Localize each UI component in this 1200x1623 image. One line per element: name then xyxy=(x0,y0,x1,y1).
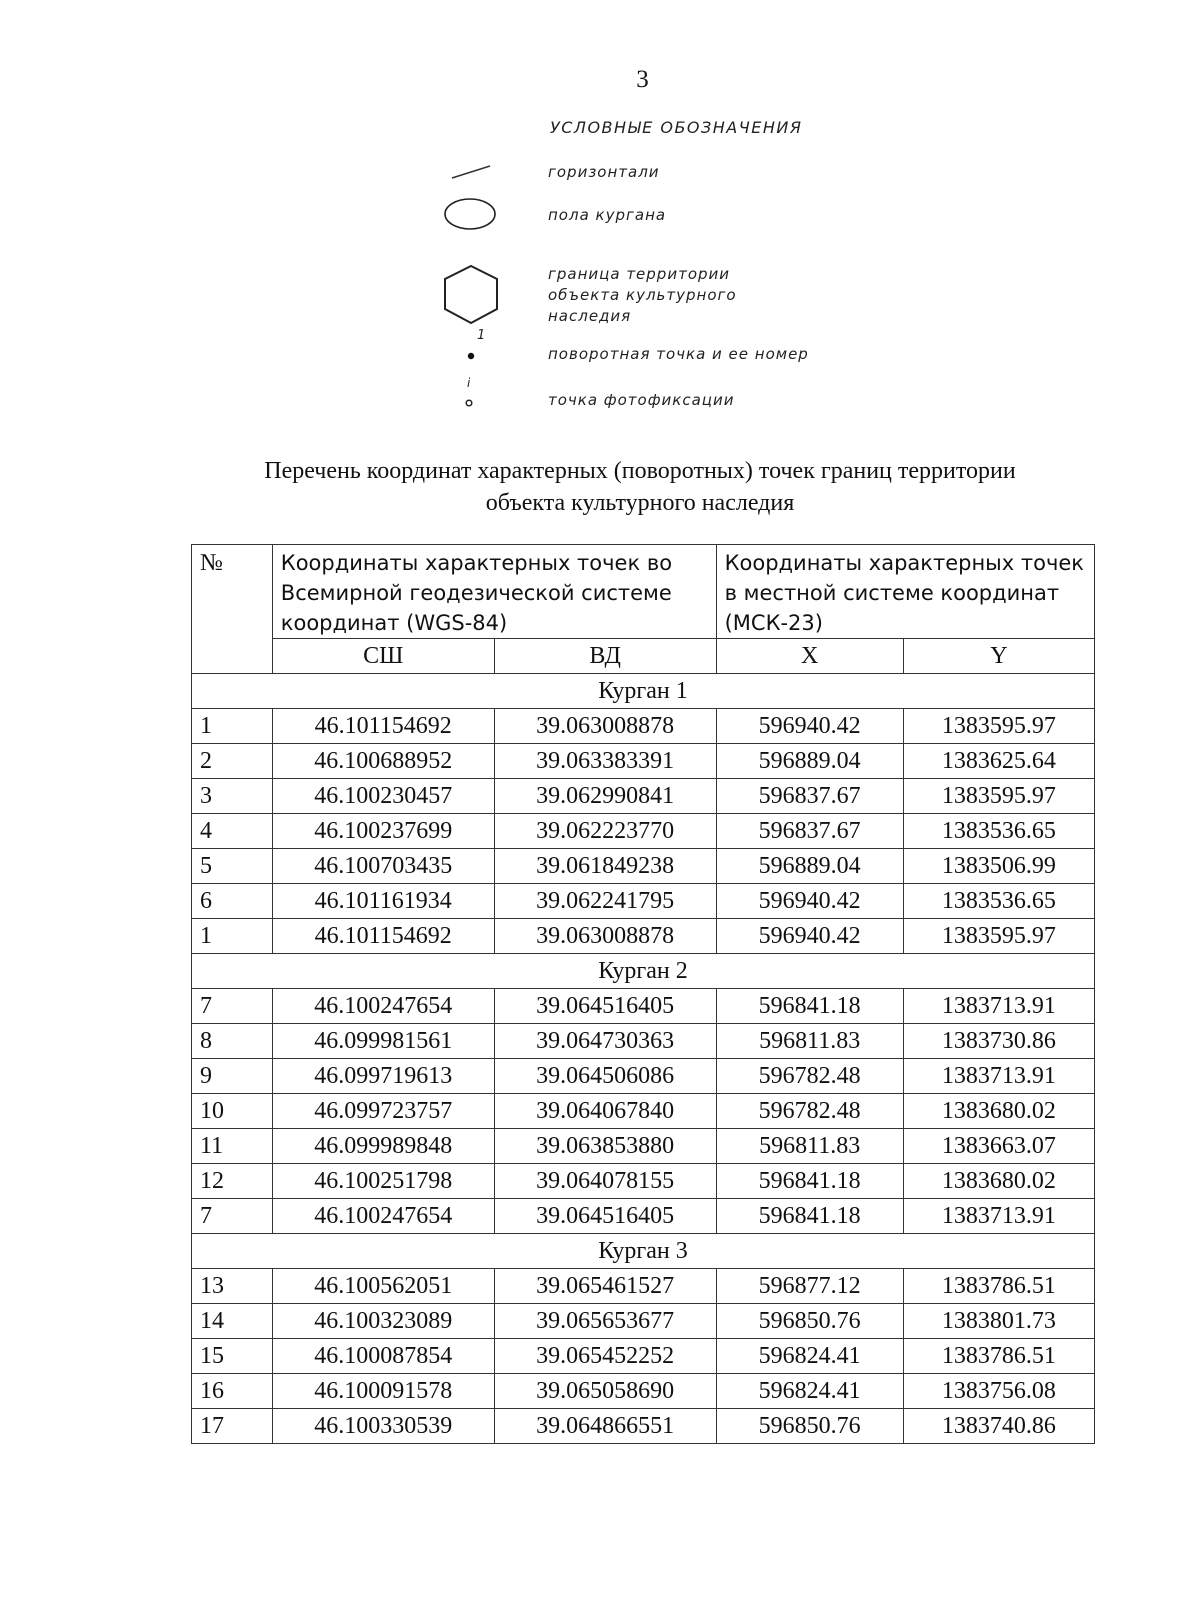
cell-number: 7 xyxy=(192,989,273,1024)
table-row xyxy=(192,919,1095,954)
cell-lat: 46.101154692 xyxy=(272,709,494,744)
cell-lon: 39.064516405 xyxy=(494,989,716,1024)
cell-lat: 46.100703435 xyxy=(272,849,494,884)
cell-x: 596811.83 xyxy=(716,1129,903,1164)
table-row xyxy=(192,1129,1095,1164)
cell-number: 7 xyxy=(192,1199,273,1234)
turning-point-icon xyxy=(440,330,500,362)
legend-label: горизонтали xyxy=(548,163,660,181)
cell-y: 1383536.65 xyxy=(903,814,1094,849)
header-x: X xyxy=(716,639,903,674)
cell-y: 1383801.73 xyxy=(903,1304,1094,1339)
cell-y: 1383730.86 xyxy=(903,1024,1094,1059)
legend-label: поворотная точка и ее номер xyxy=(548,345,809,363)
cell-x: 596837.67 xyxy=(716,779,903,814)
cell-lat: 46.100323089 xyxy=(272,1304,494,1339)
cell-lat: 46.100688952 xyxy=(272,744,494,779)
cell-x: 596877.12 xyxy=(716,1269,903,1304)
cell-x: 596824.41 xyxy=(716,1339,903,1374)
cell-x: 596940.42 xyxy=(716,709,903,744)
group-row xyxy=(192,954,1095,989)
table-row xyxy=(192,1094,1095,1129)
cell-x: 596940.42 xyxy=(716,919,903,954)
cell-number: 14 xyxy=(192,1304,273,1339)
table-row xyxy=(192,709,1095,744)
table-row xyxy=(192,744,1095,779)
cell-x: 596940.42 xyxy=(716,884,903,919)
cell-number: 17 xyxy=(192,1409,273,1444)
cell-y: 1383713.91 xyxy=(903,1059,1094,1094)
cell-number: 12 xyxy=(192,1164,273,1199)
cell-y: 1383663.07 xyxy=(903,1129,1094,1164)
table-header-row xyxy=(192,545,1095,639)
cell-x: 596841.18 xyxy=(716,1164,903,1199)
photo-point-marker: i xyxy=(467,376,471,390)
cell-x: 596889.04 xyxy=(716,849,903,884)
group-title: Курган 1 xyxy=(192,674,1095,709)
cell-x: 596850.76 xyxy=(716,1304,903,1339)
header-lon: ВД xyxy=(494,639,716,674)
table-subheader-row xyxy=(192,639,1095,674)
cell-lon: 39.064866551 xyxy=(494,1409,716,1444)
table-row xyxy=(192,849,1095,884)
cell-lon: 39.065452252 xyxy=(494,1339,716,1374)
cell-lon: 39.065058690 xyxy=(494,1374,716,1409)
header-y: Y xyxy=(903,639,1094,674)
cell-y: 1383595.97 xyxy=(903,709,1094,744)
cell-lon: 39.061849238 xyxy=(494,849,716,884)
coordinates-table xyxy=(191,544,1095,1444)
cell-lon: 39.062990841 xyxy=(494,779,716,814)
header-msk: Координаты характерных точек в местной системе координат (МСК-23) xyxy=(716,545,1094,639)
table-row xyxy=(192,1024,1095,1059)
cell-x: 596824.41 xyxy=(716,1374,903,1409)
cell-lat: 46.100247654 xyxy=(272,989,494,1024)
table-row xyxy=(192,814,1095,849)
cell-lat: 46.100087854 xyxy=(272,1339,494,1374)
cell-number: 6 xyxy=(192,884,273,919)
table-heading xyxy=(150,455,1130,519)
cell-x: 596850.76 xyxy=(716,1409,903,1444)
cell-x: 596811.83 xyxy=(716,1024,903,1059)
cell-number: 1 xyxy=(192,709,273,744)
cell-number: 16 xyxy=(192,1374,273,1409)
turning-point-number: 1 xyxy=(477,328,486,343)
cell-x: 596889.04 xyxy=(716,744,903,779)
header-lat: СШ xyxy=(272,639,494,674)
cell-x: 596841.18 xyxy=(716,989,903,1024)
group-row xyxy=(192,1234,1095,1269)
group-title: Курган 2 xyxy=(192,954,1095,989)
cell-x: 596782.48 xyxy=(716,1094,903,1129)
cell-lon: 39.063008878 xyxy=(494,709,716,744)
cell-number: 5 xyxy=(192,849,273,884)
cell-lat: 46.100562051 xyxy=(272,1269,494,1304)
legend-label: граница территории объекта культурного наследия xyxy=(548,265,737,325)
heading-line-1: Перечень координат характерных (поворотных) точек границ территории xyxy=(264,458,1016,484)
cell-number: 8 xyxy=(192,1024,273,1059)
table-row xyxy=(192,884,1095,919)
header-number: № xyxy=(192,545,273,674)
cell-number: 15 xyxy=(192,1339,273,1374)
cell-lon: 39.064730363 xyxy=(494,1024,716,1059)
table-row xyxy=(192,1269,1095,1304)
table-row xyxy=(192,989,1095,1024)
cell-y: 1383506.99 xyxy=(903,849,1094,884)
cell-x: 596782.48 xyxy=(716,1059,903,1094)
cell-number: 4 xyxy=(192,814,273,849)
cell-y: 1383756.08 xyxy=(903,1374,1094,1409)
cell-number: 11 xyxy=(192,1129,273,1164)
cell-y: 1383536.65 xyxy=(903,884,1094,919)
cell-lat: 46.100091578 xyxy=(272,1374,494,1409)
cell-lon: 39.065461527 xyxy=(494,1269,716,1304)
table-row xyxy=(192,1374,1095,1409)
ellipse-icon xyxy=(440,198,504,234)
cell-number: 2 xyxy=(192,744,273,779)
heading-line-2: объекта культурного наследия xyxy=(485,490,795,516)
cell-lat: 46.099723757 xyxy=(272,1094,494,1129)
cell-lat: 46.100251798 xyxy=(272,1164,494,1199)
legend-label: пола кургана xyxy=(548,206,667,224)
table-row xyxy=(192,1304,1095,1339)
cell-lat: 46.101161934 xyxy=(272,884,494,919)
page-number: 3 xyxy=(636,66,649,93)
table-row xyxy=(192,1409,1095,1444)
cell-y: 1383680.02 xyxy=(903,1094,1094,1129)
table-row xyxy=(192,1199,1095,1234)
cell-lon: 39.063853880 xyxy=(494,1129,716,1164)
cell-lon: 39.064506086 xyxy=(494,1059,716,1094)
cell-y: 1383786.51 xyxy=(903,1269,1094,1304)
cell-number: 3 xyxy=(192,779,273,814)
table-row xyxy=(192,1164,1095,1199)
cell-lat: 46.099719613 xyxy=(272,1059,494,1094)
cell-lat: 46.101154692 xyxy=(272,919,494,954)
cell-number: 1 xyxy=(192,919,273,954)
cell-lat: 46.100247654 xyxy=(272,1199,494,1234)
cell-lon: 39.063383391 xyxy=(494,744,716,779)
group-row xyxy=(192,674,1095,709)
cell-y: 1383713.91 xyxy=(903,989,1094,1024)
cell-lon: 39.063008878 xyxy=(494,919,716,954)
hexagon-icon xyxy=(440,264,504,328)
cell-y: 1383786.51 xyxy=(903,1339,1094,1374)
cell-y: 1383595.97 xyxy=(903,779,1094,814)
cell-lat: 46.099989848 xyxy=(272,1129,494,1164)
cell-lat: 46.100330539 xyxy=(272,1409,494,1444)
cell-x: 596841.18 xyxy=(716,1199,903,1234)
table-row xyxy=(192,1339,1095,1374)
cell-lon: 39.065653677 xyxy=(494,1304,716,1339)
cell-lon: 39.062223770 xyxy=(494,814,716,849)
header-wgs: Координаты характерных точек во Всемирной геодезической системе координат (WGS-84) xyxy=(272,545,716,639)
cell-lon: 39.062241795 xyxy=(494,884,716,919)
legend-title: УСЛОВНЫЕ ОБОЗНАЧЕНИЯ xyxy=(550,118,803,137)
cell-lat: 46.099981561 xyxy=(272,1024,494,1059)
cell-y: 1383740.86 xyxy=(903,1409,1094,1444)
cell-number: 9 xyxy=(192,1059,273,1094)
cell-lat: 46.100230457 xyxy=(272,779,494,814)
cell-lon: 39.064078155 xyxy=(494,1164,716,1199)
cell-lon: 39.064067840 xyxy=(494,1094,716,1129)
cell-x: 596837.67 xyxy=(716,814,903,849)
contour-line-icon xyxy=(440,162,500,186)
table-row xyxy=(192,779,1095,814)
cell-lon: 39.064516405 xyxy=(494,1199,716,1234)
cell-y: 1383713.91 xyxy=(903,1199,1094,1234)
table-row xyxy=(192,1059,1095,1094)
legend xyxy=(440,112,900,430)
cell-y: 1383625.64 xyxy=(903,744,1094,779)
cell-number: 10 xyxy=(192,1094,273,1129)
legend-label: точка фотофиксации xyxy=(548,391,735,409)
cell-y: 1383595.97 xyxy=(903,919,1094,954)
cell-y: 1383680.02 xyxy=(903,1164,1094,1199)
cell-number: 13 xyxy=(192,1269,273,1304)
cell-lat: 46.100237699 xyxy=(272,814,494,849)
group-title: Курган 3 xyxy=(192,1234,1095,1269)
